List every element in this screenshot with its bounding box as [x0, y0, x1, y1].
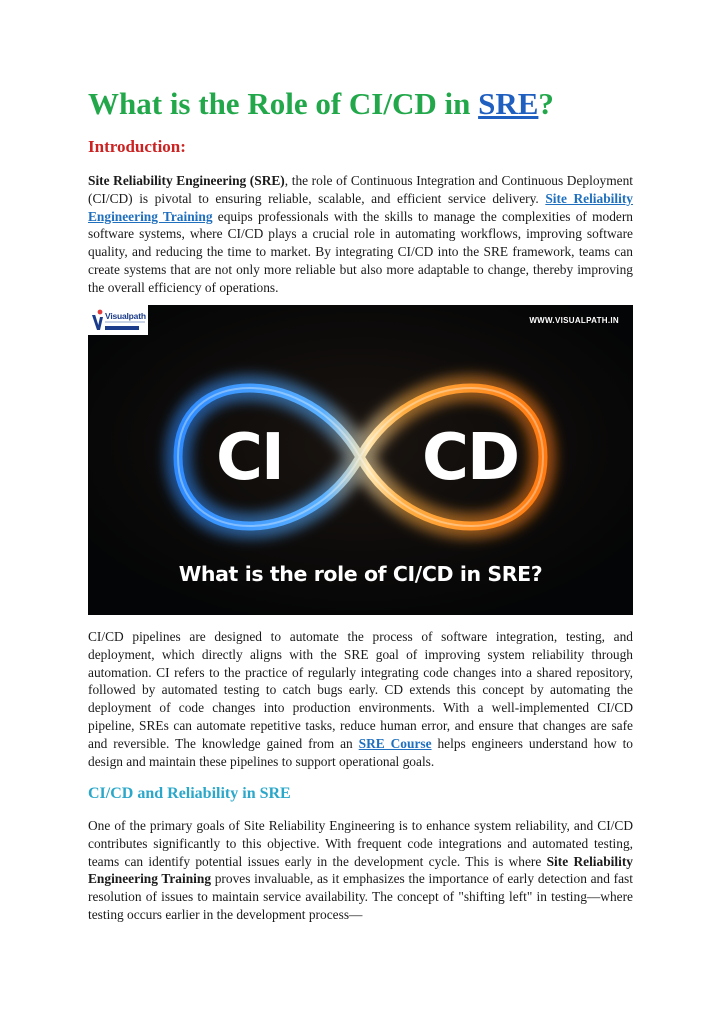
sre-training-bold: Site Reliability Engineering Training: [88, 853, 633, 887]
cicd-banner-image: [88, 305, 633, 615]
introduction-heading: Introduction:: [88, 137, 186, 156]
reliability-text-1: One of the primary goals of Site Reliability Engineering is to enhance system reliability, and CI/CD contributes significantly to this objective. With frequent code integrations and automated testing, teams can identify potential issues early in the development cycle. This is where: [88, 818, 633, 869]
sre-course-link[interactable]: SRE Course: [358, 735, 432, 751]
reliability-text-2: proves invaluable, as it emphasizes the importance of early detection and fast resolution of issues to maintain service availability. The concept of "shifting left" in testing—where testing occurs earlier in the development process—: [88, 871, 633, 922]
visualpath-logo: [88, 305, 148, 335]
intro-paragraph: [88, 172, 633, 297]
pipelines-text-2: helps engineers understand how to design and maintain these pipelines to support operational goals.: [88, 735, 633, 769]
banner-caption: What is the role of CI/CD in SRE?: [178, 562, 543, 586]
title-question-mark: ?: [538, 86, 554, 121]
ci-label: CI: [216, 421, 283, 495]
title-text: What is the Role of CI/CD in: [88, 86, 479, 121]
pipelines-paragraph: [88, 628, 633, 770]
logo-text: Visualpath: [105, 311, 146, 321]
reliability-paragraph: [88, 817, 633, 924]
title-sre-link[interactable]: SRE: [478, 86, 539, 121]
visualpath-v-icon: [91, 308, 104, 332]
intro-text-2: equips professionals with the skills to manage the complexities of modern software systems, where CI/CD plays a crucial role in automating workflows, improving software quality, and reducing the time to market. By integrating CI/CD into the SRE framework, teams can create systems that are not only more reliable but also more adaptable to change, thereby improving the overall efficiency of operations.: [88, 208, 633, 295]
page-title: [88, 84, 554, 124]
cd-label: CD: [422, 421, 519, 495]
intro-text-1: , the role of Continuous Integration and Continuous Deployment (CI/CD) is pivotal to ensuring reliable, scalable, and efficient service delivery.: [88, 173, 634, 206]
section-heading: CI/CD and Reliability in SRE: [88, 785, 291, 802]
sre-training-link[interactable]: Site Reliability Engineering Training: [88, 190, 633, 224]
sre-bold-term: Site Reliability Engineering (SRE): [88, 173, 285, 188]
pipelines-text-1: CI/CD pipelines are designed to automate the process of software integration, testing, and deployment, which directly aligns with the SRE goal of improving system reliability through automation. CI refers to the practice of regularly integrating code changes into a shared repository, followed by automated testing to catch bugs early. CD extends this concept by automating the deployment of code changes into production environments. With a well-implemented CI/CD pipeline, SREs can automate repetitive tasks, reduce human error, and ensure that changes are safe and reversible. The knowledge gained from an: [88, 629, 633, 751]
website-url: WWW.VISUALPATH.IN: [529, 316, 619, 325]
logo-badge-bar: [105, 326, 139, 330]
logo-tagline-bar: [105, 321, 145, 323]
